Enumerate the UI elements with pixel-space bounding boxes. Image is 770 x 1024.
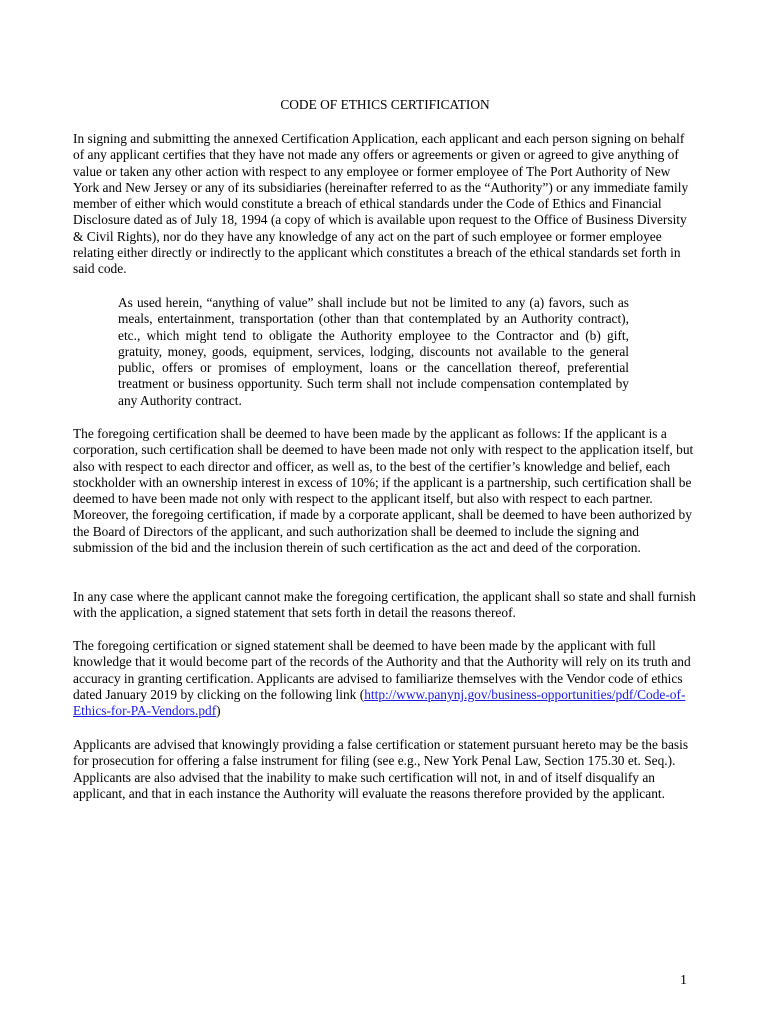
page-number: 1 bbox=[680, 973, 687, 988]
vendor-code-paragraph bbox=[73, 638, 698, 719]
false-certification-warning: Applicants are advised that knowingly providing a false certification or statement pursuant hereto may be the basis for prosecution for offering a false instrument for filing (see e.g., New York Penal Law, Section 175.30 et. Seq.). Applicants are also advised that the inability to make such certification will not, in and of itself disqualify an applicant, and that in each instance the Authority will evaluate the reasons therefore provided by the applicant. bbox=[73, 737, 689, 801]
vendor-code-link[interactable]: http://www.panynj.gov/business-opportunities/pdf/Code-of-Ethics-for-PA-Vendors.pdf bbox=[73, 686, 686, 719]
exception-paragraph: In any case where the applicant cannot make the foregoing certification, the applicant shall so state and shall furnish with the application, a signed statement that sets forth in detail the reasons thereof. bbox=[73, 589, 696, 621]
certification-scope-paragraph: The foregoing certification shall be deemed to have been made by the applicant as follows: If the applicant is a corporation, such certification shall be deemed to have been made not only with respect to the application itself, but also with respect to each director and officer, as well as, to the best of the certifier’s knowledge and belief, each stockholder with an ownership interest in excess of 10%; if the applicant is a partnership, such certification shall be deemed to have been made not only with respect to the applicant itself, but also with respect to each partner. Moreover, the foregoing certification, if made by a corporate applicant, shall be deemed to have been authorized by the Board of Directors of the applicant, and such authorization shall be deemed to include the signing and submission of the bid and the inclusion therein of such certification as the act and deed of the corporation. bbox=[73, 426, 694, 556]
vendor-code-closing: ) bbox=[216, 703, 221, 719]
vendor-code-text: The foregoing certification or signed statement shall be deemed to have been made by the applicant with full knowledge that it would become part of the records of the Authority and that the Authority will rely on its truth and accuracy in granting certification. Applicants are advised to familiarize themselves with the Vendor code of ethics dated January 2019 by clicking on the following link ( bbox=[73, 638, 691, 702]
document-title: CODE OF ETHICS CERTIFICATION bbox=[280, 97, 490, 112]
certification-paragraph: In signing and submitting the annexed Certification Application, each applicant and each person signing on behalf of any applicant certifies that they have not made any offers or agreements or given or agreed to give anything of value or taken any other action with respect to any employee or former employee of The Port Authority of New York and New Jersey or any of its subsidiaries (hereinafter referred to as the “Authority”) or any immediate family member of either which would constitute a breach of ethical standards under the Code of Ethics and Financial Disclosure dated as of July 18, 1994 (a copy of which is available upon request to the Office of Business Diversity & Civil Rights), nor do they have any knowledge of any act on the part of such employee or former employee relating either directly or indirectly to the applicant which constitutes a breach of the ethical standards set forth in said code. bbox=[73, 131, 689, 277]
anything-of-value-definition: As used herein, “anything of value” shall include but not be limited to any (a) favors, such as meals, entertainment, transportation (other than that contemplated by an Authority contract), etc., which might tend to obligate the Authority employee to the Contractor and (b) gift, gratuity, money, goods, equipment, services, lodging, discounts not available to the general public, offers or promises of employment, loans or the cancellation thereof, preferential treatment or business opportunity. Such term shall not include compensation contemplated by any Authority contract. bbox=[118, 295, 629, 408]
